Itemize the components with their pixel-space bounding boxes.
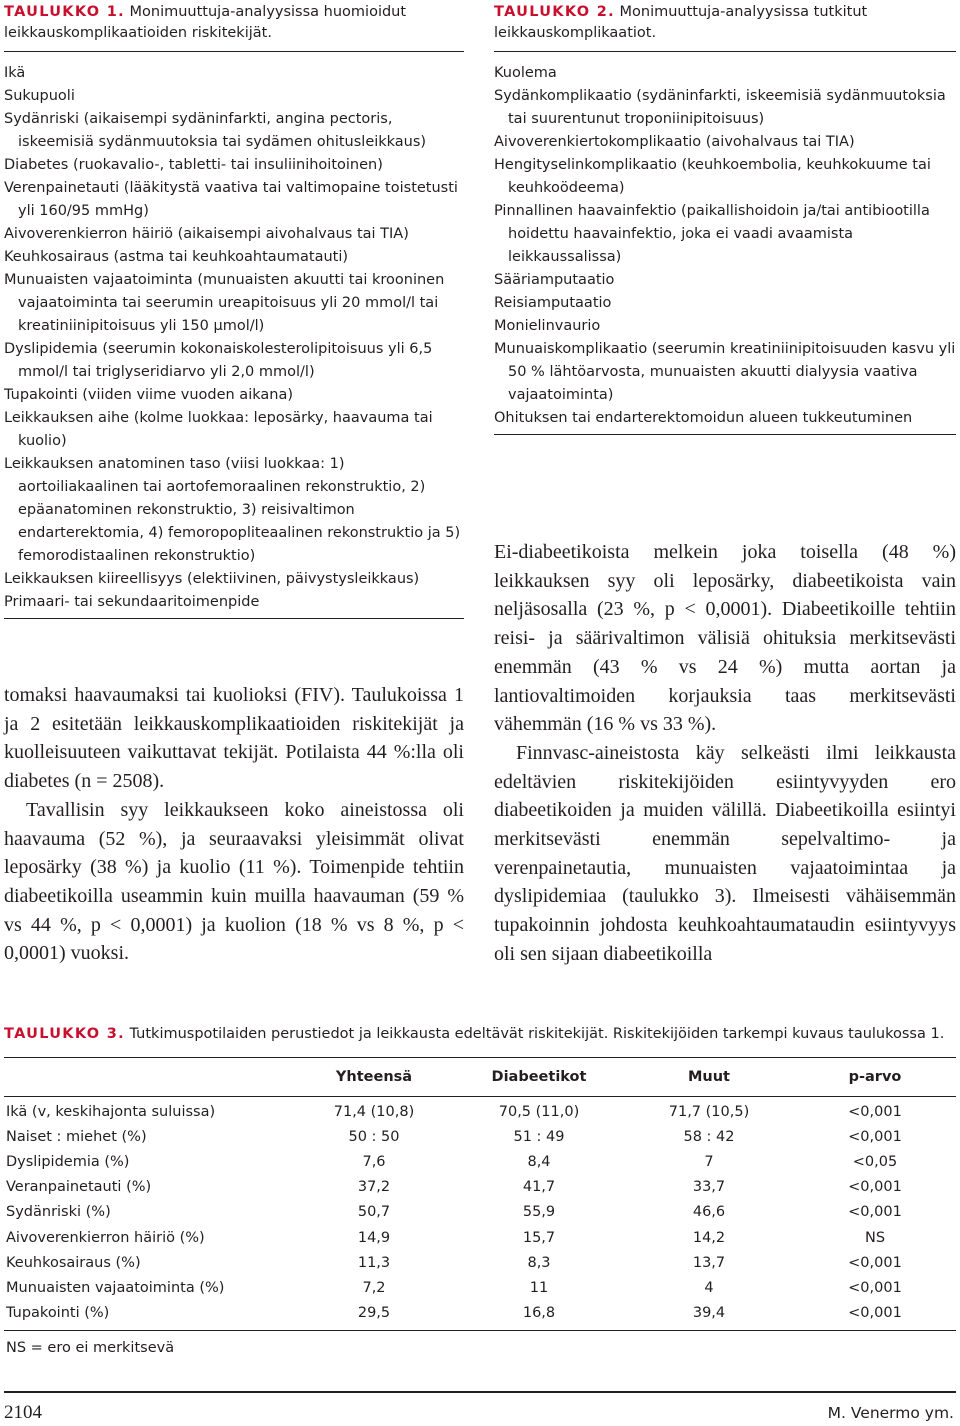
left-body-text bbox=[4, 681, 464, 968]
table3-header-row bbox=[4, 1060, 956, 1094]
row-label: Munuaisten vajaatoiminta (%) bbox=[6, 1279, 225, 1296]
table-cell: 11 bbox=[529, 1279, 549, 1296]
row-label: Dyslipidemia (%) bbox=[6, 1153, 130, 1170]
table2-top-rule bbox=[494, 51, 956, 52]
table3-header-rule bbox=[4, 1096, 956, 1097]
table3-top-rule bbox=[4, 1057, 956, 1058]
list-item: Kuolema bbox=[494, 65, 557, 81]
row-label: Tupakointi (%) bbox=[6, 1305, 110, 1322]
list-item: Primaari- tai sekundaaritoimenpide bbox=[4, 594, 260, 610]
table1-list bbox=[4, 62, 464, 614]
table-row bbox=[4, 1099, 956, 1124]
table-row bbox=[4, 1275, 956, 1300]
table3-bottom-rule bbox=[4, 1330, 956, 1331]
right-paragraph-2: Finnvasc-aineistosta käy selkeästi ilmi leikkausta edeltävien riskitekijöiden esiintyvyyden ero diabeetikoiden ja muiden välillä. Diabeetikoilla esiintyi merkitsevästi enemmän sepelvaltimo- ja verenpainetautia, munuaisten vajaatoimintaa ja dyslipidemiaa (taulukko 3). Ilmeisesti vähäisemmän tupakoinnin johdosta keuhkoahtaumataudin esiintyvyys oli sen sijaan diabeetikoilla bbox=[494, 741, 956, 965]
row-label: Ikä (v, keskihajonta suluissa) bbox=[6, 1103, 216, 1120]
table1-label: TAULUKKO 1. bbox=[4, 4, 125, 20]
list-item: Munuaiskomplikaatio (seerumin kreatiniinipitoisuuden kasvu yli 50 % lähtöarvosta, munuaisten akuutti dialyysia vaativa vajaatoiminta) bbox=[494, 341, 956, 403]
table3-caption bbox=[4, 1024, 956, 1045]
table-cell: 4 bbox=[704, 1279, 714, 1296]
table2-bottom-rule bbox=[494, 434, 956, 435]
table1-bottom-rule bbox=[4, 618, 464, 619]
table-cell: 55,9 bbox=[522, 1204, 556, 1221]
table2-caption bbox=[494, 2, 956, 44]
table1-top-rule bbox=[4, 51, 464, 52]
table-row bbox=[4, 1250, 956, 1275]
table-cell: <0,001 bbox=[848, 1128, 902, 1145]
list-item: Leikkauksen aihe (kolme luokkaa: leposärky, haavauma tai kuolio) bbox=[4, 410, 433, 449]
table1-caption bbox=[4, 2, 464, 44]
row-label: Keuhkosairaus (%) bbox=[6, 1254, 141, 1271]
table3-footnote: NS = ero ei merkitsevä bbox=[6, 1340, 175, 1356]
table-row bbox=[4, 1200, 956, 1225]
table-row bbox=[4, 1175, 956, 1200]
table-cell: 33,7 bbox=[692, 1179, 726, 1196]
row-label: Naiset : miehet (%) bbox=[6, 1128, 147, 1145]
table-cell: <0,05 bbox=[852, 1153, 898, 1170]
table-cell: 37,2 bbox=[357, 1179, 391, 1196]
table-header-cell: Diabeetikot bbox=[491, 1069, 587, 1085]
list-item: Aivoverenkierron häiriö (aikaisempi aivohalvaus tai TIA) bbox=[4, 226, 409, 242]
list-item: Sukupuoli bbox=[4, 88, 75, 104]
table-cell: 14,2 bbox=[692, 1229, 726, 1246]
table-cell: 41,7 bbox=[522, 1179, 556, 1196]
left-paragraph-2: Tavallisin syy leikkaukseen koko aineistossa oli haavauma (52 %), ja seuraavaksi yleisimmät olivat leposärky (38 %) ja kuolio (11 %). Toimenpide tehtiin diabeetikoilla useammin kuin muilla haavauman (59 % vs 44 %, p < 0,0001) ja kuolion (18 % vs 8 %, p < 0,0001) vuoksi. bbox=[4, 798, 464, 965]
list-item: Sydänriski (aikaisempi sydäninfarkti, angina pectoris, iskeemisiä sydänmuutoksia tai sydämen ohitusleikkaus) bbox=[4, 111, 427, 150]
table2-caption-text: Monimuuttuja-analyysissa tutkitut leikkauskomplikaatiot. bbox=[494, 4, 868, 41]
table-cell: 46,6 bbox=[692, 1204, 726, 1221]
table-cell: <0,001 bbox=[848, 1279, 902, 1296]
table-cell: 71,4 (10,8) bbox=[333, 1103, 415, 1120]
table-cell: NS bbox=[864, 1229, 886, 1246]
table-header-cell: p-arvo bbox=[848, 1069, 902, 1085]
table-cell: 39,4 bbox=[692, 1305, 726, 1322]
list-item: Monielinvaurio bbox=[494, 318, 601, 334]
table-cell: 50,7 bbox=[357, 1204, 391, 1221]
list-item: Ohituksen tai endarterektomoidun alueen tukkeutuminen bbox=[494, 410, 913, 426]
table-cell: 16,8 bbox=[522, 1305, 556, 1322]
table-row bbox=[4, 1149, 956, 1174]
table-header-cell bbox=[4, 1060, 294, 1094]
list-item: Keuhkosairaus (astma tai keuhkoahtaumatauti) bbox=[4, 249, 349, 265]
table1-caption-text: Monimuuttuja-analyysissa huomioidut leikkauskomplikaatioiden riskitekijät. bbox=[4, 4, 407, 41]
right-body-text bbox=[494, 538, 956, 969]
table3-body bbox=[4, 1094, 956, 1326]
list-item: Ikä bbox=[4, 65, 26, 81]
table3-label: TAULUKKO 3. bbox=[4, 1026, 125, 1042]
table-cell: 71,7 (10,5) bbox=[668, 1103, 750, 1120]
table-header-cell: Yhteensä bbox=[335, 1069, 413, 1085]
table-cell: 8,4 bbox=[527, 1153, 551, 1170]
table1 bbox=[4, 2, 464, 619]
table-header-cell: Muut bbox=[687, 1069, 730, 1085]
table-cell: 51 : 49 bbox=[513, 1128, 565, 1145]
table-cell: 7 bbox=[704, 1153, 714, 1170]
table-row bbox=[4, 1301, 956, 1326]
left-paragraph-1: tomaksi haavaumaksi tai kuolioksi (FIV). Taulukoissa 1 ja 2 esitetään leikkauskomplikaatioiden riskitekijät ja kuolleisuuteen vaikuttavat tekijät. Potilaista 44 %:lla oli diabetes (n = 2508). bbox=[4, 684, 464, 793]
table-cell: 7,2 bbox=[362, 1279, 386, 1296]
table3 bbox=[4, 1060, 956, 1326]
row-label: Aivoverenkierron häiriö (%) bbox=[6, 1229, 205, 1246]
list-item: Hengityselinkomplikaatio (keuhkoembolia, keuhkokuume tai keuhkoödeema) bbox=[494, 157, 931, 196]
list-item: Tupakointi (viiden viime vuoden aikana) bbox=[4, 387, 293, 403]
row-label: Sydänriski (%) bbox=[6, 1204, 111, 1221]
list-item: Reisiamputaatio bbox=[494, 295, 612, 311]
table-cell: <0,001 bbox=[848, 1179, 902, 1196]
list-item: Sääriamputaatio bbox=[494, 272, 615, 288]
list-item: Leikkauksen anatominen taso (viisi luokkaa: 1) aortoiliakaalinen tai aortofemoraalinen rekonstruktio, 2) epäanatominen rekonstruktio, 3) reisivaltimon endarterektomia, 4) femoropopliteaalinen rekonstruktio ja 5) femorodistaalinen rekonstruktio) bbox=[4, 456, 461, 564]
list-item: Munuaisten vajaatoiminta (munuaisten akuutti tai krooninen vajaatoiminta tai seerumin ureapitoisuus yli 20 mmol/l tai kreatiniinipitoisuus yli 150 µmol/l) bbox=[4, 272, 445, 334]
table-cell: 7,6 bbox=[362, 1153, 386, 1170]
table2 bbox=[494, 2, 956, 435]
list-item: Aivoverenkiertokomplikaatio (aivohalvaus tai TIA) bbox=[494, 134, 855, 150]
table-cell: 13,7 bbox=[692, 1254, 726, 1271]
table-cell: 14,9 bbox=[357, 1229, 391, 1246]
list-item: Verenpainetauti (lääkitystä vaativa tai valtimopaine toistetusti yli 160/95 mmHg) bbox=[4, 180, 458, 219]
table-row bbox=[4, 1225, 956, 1250]
list-item: Pinnallinen haavainfektio (paikallishoidoin ja/tai antibiootilla hoidettu haavainfektio, joka ei vaadi avaamista leikkaussalissa) bbox=[494, 203, 930, 265]
table2-list bbox=[494, 62, 956, 430]
footer-rule bbox=[4, 1391, 956, 1393]
list-item: Leikkauksen kiireellisyys (elektiivinen, päivystysleikkaus) bbox=[4, 571, 420, 587]
right-paragraph-1: Ei-diabeetikoista melkein joka toisella (48 %) leikkauksen syy oli leposärky, diabeetikoista vain neljäsosalla (23 %, p < 0,0001). Diabeetikoille tehtiin reisi- ja säärivaltimon välisiä ohituksia merkitsevästi enemmän (43 % vs 24 %) mutta aortan ja lantiovaltimoiden korjauksia taas merkitsevästi vähemmän (16 % vs 33 %). bbox=[494, 541, 956, 736]
list-item: Diabetes (ruokavalio-, tabletti- tai insuliinihoitoinen) bbox=[4, 157, 383, 173]
table-cell: 58 : 42 bbox=[683, 1128, 735, 1145]
table-cell: 11,3 bbox=[357, 1254, 391, 1271]
table-row bbox=[4, 1124, 956, 1149]
table-cell: 50 : 50 bbox=[348, 1128, 400, 1145]
row-label: Veranpainetauti (%) bbox=[6, 1179, 152, 1196]
table-cell: <0,001 bbox=[848, 1204, 902, 1221]
table-cell: <0,001 bbox=[848, 1103, 902, 1120]
table-cell: 70,5 (11,0) bbox=[498, 1103, 580, 1120]
list-item: Dyslipidemia (seerumin kokonaiskolesterolipitoisuus yli 6,5 mmol/l tai triglyseridiarvo yli 2,0 mmol/l) bbox=[4, 341, 433, 380]
table-cell: 15,7 bbox=[522, 1229, 556, 1246]
table-cell: 29,5 bbox=[357, 1305, 391, 1322]
page-number: 2104 bbox=[4, 1402, 42, 1423]
table-cell: <0,001 bbox=[848, 1305, 902, 1322]
table-cell: <0,001 bbox=[848, 1254, 902, 1271]
table3-caption-text: Tutkimuspotilaiden perustiedot ja leikkausta edeltävät riskitekijät. Riskitekijöiden tarkempi kuvaus taulukossa 1. bbox=[129, 1026, 945, 1042]
author-credit: M. Venermo ym. bbox=[827, 1404, 954, 1422]
table2-label: TAULUKKO 2. bbox=[494, 4, 615, 20]
list-item: Sydänkomplikaatio (sydäninfarkti, iskeemisiä sydänmuutoksia tai suurentunut troponiinipitoisuus) bbox=[494, 88, 946, 127]
table-cell: 8,3 bbox=[527, 1254, 551, 1271]
